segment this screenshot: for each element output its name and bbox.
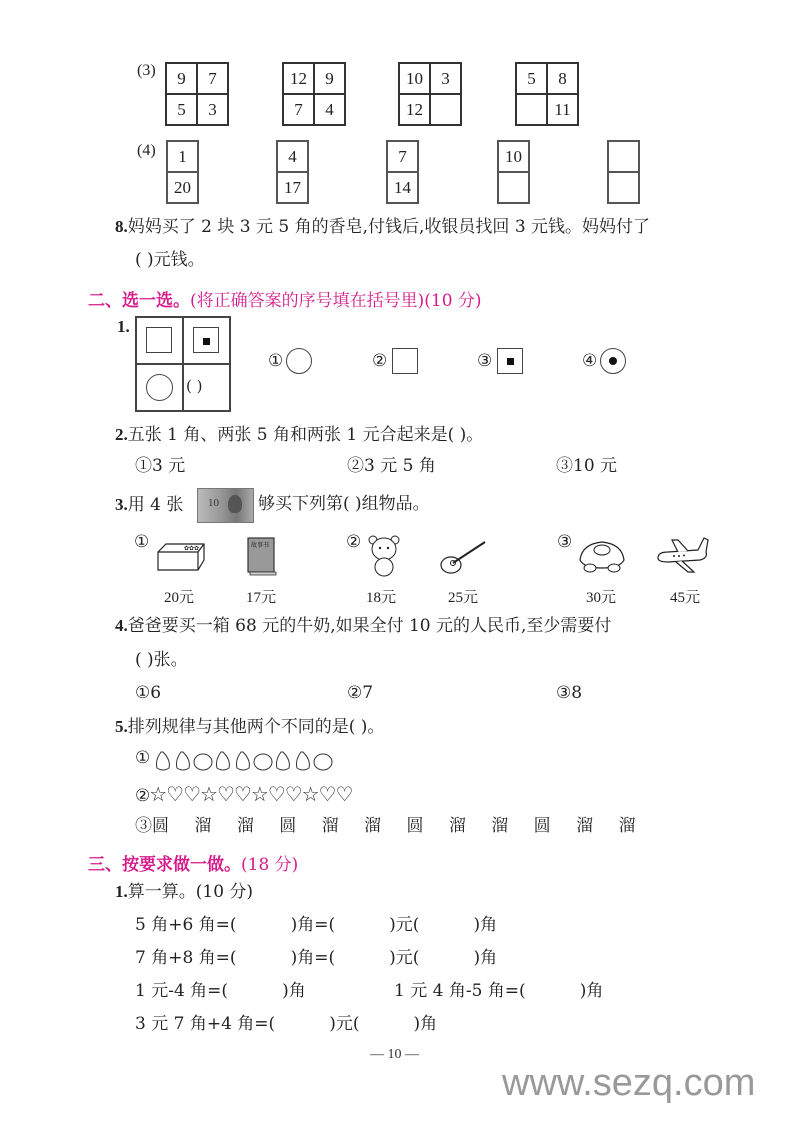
- question-4: [115, 617, 611, 635]
- question-text: 排列规律与其他两个不同的是( )。: [127, 717, 385, 737]
- column-cell-blank[interactable]: [608, 141, 639, 172]
- option-1[interactable]: [268, 348, 328, 380]
- grid-cell-blank[interactable]: [430, 94, 461, 125]
- calc-line-1[interactable]: 5 角+6 角=( )角=( )元( )角: [135, 915, 498, 935]
- column-cell: 20: [167, 172, 198, 203]
- ten-yuan-banknote-image: 10: [197, 488, 254, 523]
- option-2-star-heart-sequence[interactable]: [135, 784, 352, 805]
- question-text: 用 4 张: [127, 495, 184, 515]
- item-price: 18元: [366, 590, 397, 606]
- grid-cell: 8: [547, 63, 578, 94]
- group-marker[interactable]: ③: [557, 532, 573, 552]
- question-text: 爸爸要买一箱 68 元的牛奶,如果全付 10 元的人民币,至少需要付: [127, 616, 612, 636]
- grid-cell: 3: [197, 94, 228, 125]
- watermark: www.sezq.com: [502, 1062, 756, 1104]
- grid-cell-blank[interactable]: [516, 94, 547, 125]
- column-cell: 7: [387, 141, 418, 172]
- dot-icon: [507, 358, 514, 365]
- seq-char: 圆: [533, 816, 551, 836]
- grid-cell: 3: [430, 63, 461, 94]
- option-4[interactable]: [582, 348, 642, 380]
- section-2-header: [88, 286, 482, 311]
- option-3[interactable]: [477, 348, 537, 380]
- grid-cell: 7: [283, 94, 314, 125]
- column-cell: 17: [277, 172, 308, 203]
- column-cell: 10: [498, 141, 529, 172]
- grid-cell: 9: [166, 63, 197, 94]
- toy-plane-icon: [654, 534, 710, 576]
- question-number: 2.: [115, 425, 128, 444]
- star-heart-sequence-icon: ☆♡♡☆♡♡☆♡♡☆♡♡: [149, 782, 353, 806]
- option-1-fruit-sequence[interactable]: [135, 746, 555, 772]
- square-icon: [146, 327, 172, 353]
- square-icon: [392, 348, 418, 374]
- question-text: 五张 1 角、两张 5 角和两张 1 元合起来是( )。: [127, 425, 484, 445]
- column-cell: 1: [167, 141, 198, 172]
- item-price: 45元: [670, 590, 701, 606]
- grid-cell-square-dot: [183, 317, 230, 364]
- option-marker: ③: [477, 351, 493, 371]
- seq-char: 溜: [364, 816, 382, 836]
- column-cell: 4: [277, 141, 308, 172]
- option-1[interactable]: ①6: [135, 683, 162, 703]
- section-title: 三、按要求做一做。: [88, 855, 241, 875]
- option-marker: ①: [135, 748, 151, 768]
- seq-char: 溜: [491, 816, 509, 836]
- grid-cell: 5: [516, 63, 547, 94]
- calc-line-5[interactable]: 3 元 7 角+4 角=( )元( )角: [135, 1014, 438, 1034]
- number-grid-4: [515, 62, 579, 126]
- column-cell-blank[interactable]: [608, 172, 639, 203]
- item-price: 25元: [448, 590, 479, 606]
- item-groups: [134, 534, 734, 606]
- item-price: 20元: [164, 590, 195, 606]
- grid-cell: 4: [314, 94, 345, 125]
- question-3: [115, 496, 183, 514]
- svg-text:故事书: 故事书: [251, 542, 270, 549]
- page-number: — 10 —: [370, 1047, 419, 1062]
- option-marker: ①: [268, 351, 284, 371]
- number-column-1: [166, 140, 199, 204]
- item-price: 30元: [586, 590, 617, 606]
- seq-char: 溜: [194, 816, 212, 836]
- toy-car-icon: [576, 538, 628, 574]
- option-marker: ③: [135, 816, 152, 836]
- grid-cell: 5: [166, 94, 197, 125]
- grid-cell: 10: [399, 63, 430, 94]
- question-2: [115, 426, 483, 444]
- pear-apple-sequence-icon: [153, 746, 343, 772]
- section-3-header: [88, 850, 298, 875]
- dot-icon: [203, 338, 210, 345]
- number-grid-3: [398, 62, 462, 126]
- section-subtitle: (18 分): [241, 855, 299, 875]
- grid-cell: 11: [547, 94, 578, 125]
- grid-cell-circle: [136, 364, 183, 411]
- number-column-2: [276, 140, 309, 204]
- column-cell-blank[interactable]: [498, 172, 529, 203]
- option-marker: ②: [135, 786, 150, 806]
- part3-label: (3): [137, 62, 156, 79]
- option-marker: ②: [372, 351, 388, 371]
- seq-char: 溜: [576, 816, 594, 836]
- dot-icon: [609, 357, 617, 365]
- item-price: 17元: [246, 590, 277, 606]
- question-8-answer-line[interactable]: ( )元钱。: [135, 250, 205, 270]
- seq-char: 圆: [406, 816, 424, 836]
- group-marker[interactable]: ①: [134, 532, 150, 552]
- number-grid-1: [165, 62, 229, 126]
- circle-icon: [146, 374, 173, 401]
- seq-char: 圆: [279, 816, 297, 836]
- option-2[interactable]: ②3 元 5 角: [347, 456, 436, 476]
- question-number: 5.: [115, 717, 128, 736]
- grid-cell: 9: [314, 63, 345, 94]
- story-book-icon: [246, 536, 278, 576]
- question-number: 4.: [115, 616, 128, 635]
- option-3[interactable]: ③8: [556, 683, 583, 703]
- question-4-answer-line[interactable]: ( )张。: [135, 650, 188, 670]
- seq-char: 圆: [152, 816, 169, 836]
- question-8: [115, 218, 650, 236]
- grid-cell-square: [136, 317, 183, 364]
- portrait-icon: [228, 495, 242, 513]
- option-1[interactable]: ①3 元: [135, 456, 186, 476]
- number-column-5: [607, 140, 640, 204]
- grid-cell: 12: [283, 63, 314, 94]
- seq-char: 溜: [321, 816, 339, 836]
- circle-icon: [286, 348, 312, 374]
- question-text: 妈妈买了 2 块 3 元 5 角的香皂,付钱后,收银员找回 3 元钱。妈妈付了: [127, 217, 651, 237]
- section-3-question-1: [115, 883, 253, 901]
- option-marker: ④: [582, 351, 598, 371]
- option-3[interactable]: ③10 元: [556, 456, 618, 476]
- section-subtitle: (将正确答案的序号填在括号里)(10 分): [190, 291, 482, 311]
- calc-line-2[interactable]: 7 角+8 角=( )角=( )元( )角: [135, 948, 498, 968]
- option-2[interactable]: [372, 348, 432, 380]
- seq-char: 溜: [618, 816, 636, 836]
- question-5: [115, 718, 384, 736]
- option-2[interactable]: ②7: [347, 683, 374, 703]
- seq-char: 溜: [236, 816, 254, 836]
- calc-line-3[interactable]: 1 元-4 角=( )角: [135, 981, 306, 1001]
- svg-text:✿✿✿: ✿✿✿: [184, 545, 200, 552]
- calc-line-4[interactable]: 1 元 4 角-5 角=( )角: [394, 981, 604, 1001]
- number-column-3: [386, 140, 419, 204]
- question-number: 3.: [115, 495, 128, 514]
- shape-pattern-grid: [135, 316, 231, 412]
- question-3-rest: 够买下列第( )组物品。: [258, 494, 430, 514]
- grid-cell: 7: [197, 63, 228, 94]
- grid-cell-answer[interactable]: [183, 364, 230, 411]
- group-marker[interactable]: ②: [346, 532, 362, 552]
- number-grid-2: [282, 62, 346, 126]
- seq-char: 溜: [448, 816, 466, 836]
- question-number: 8.: [115, 217, 128, 236]
- section-title: 二、选一选。: [88, 291, 190, 311]
- answer-blank[interactable]: ( ): [186, 377, 203, 395]
- question-title: 算一算。(10 分): [127, 882, 254, 902]
- question-number: 1.: [117, 317, 130, 336]
- column-cell: 14: [387, 172, 418, 203]
- teddy-bear-icon: [366, 534, 402, 578]
- number-column-4: [497, 140, 530, 204]
- grid-cell[interactable]: 12: [399, 94, 430, 125]
- guitar-icon: [439, 538, 489, 576]
- part4-label: (4): [137, 142, 156, 159]
- question-number: 1.: [115, 882, 128, 901]
- pencil-case-icon: [154, 542, 209, 572]
- option-3-character-sequence[interactable]: [135, 818, 635, 835]
